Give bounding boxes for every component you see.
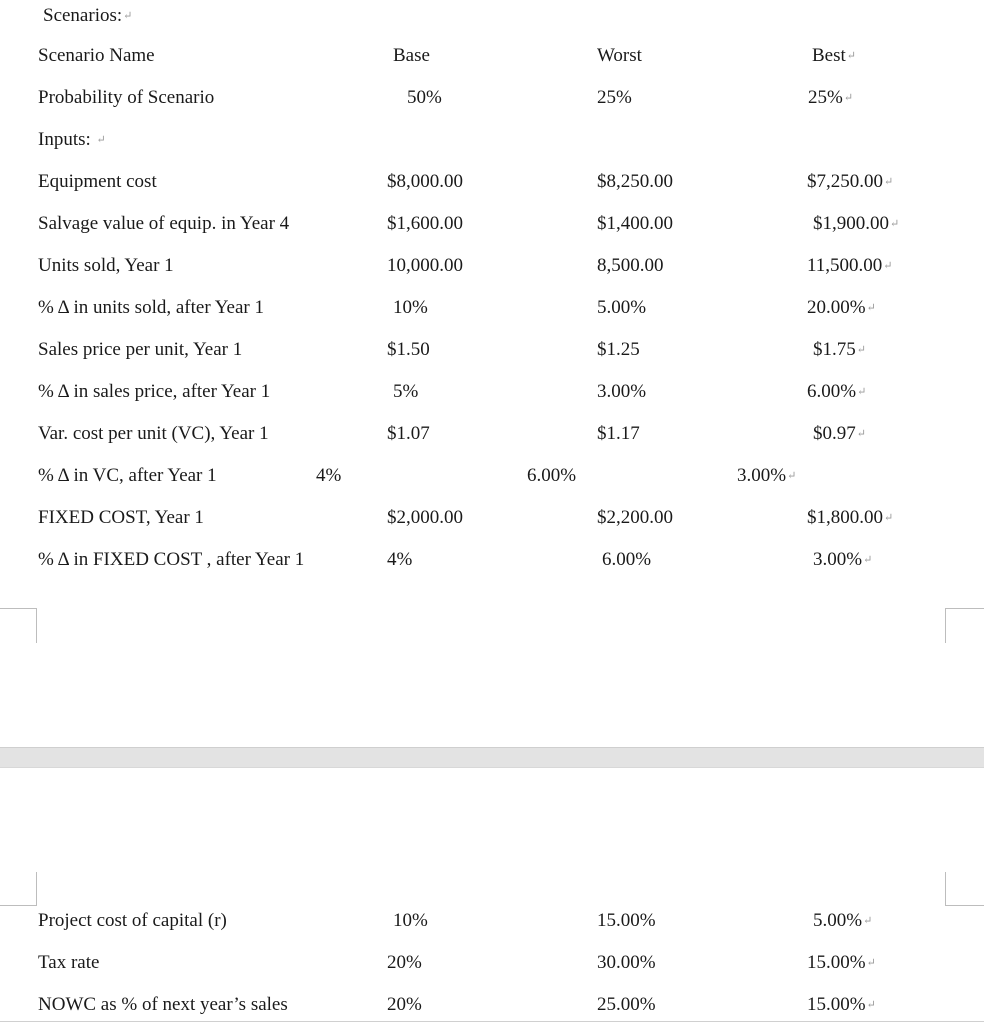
- paragraph-mark-icon: ↵: [857, 386, 867, 398]
- row-label: % Δ in VC, after Year 1: [38, 465, 217, 486]
- row-base: $8,000.00: [387, 171, 463, 192]
- row-worst: $1.17: [597, 423, 640, 444]
- row-worst: 6.00%: [602, 549, 652, 570]
- probability-best: 25%↵: [808, 87, 854, 108]
- row-best: $0.97↵: [813, 423, 866, 444]
- row-base: $1.07: [387, 423, 430, 444]
- header-worst: Worst: [597, 45, 642, 66]
- paragraph-mark-icon: ↵: [866, 957, 876, 969]
- row-best: 15.00%↵: [807, 952, 876, 973]
- row-base: 5%: [393, 381, 419, 402]
- scenarios-heading: Scenarios:↵: [43, 5, 133, 26]
- page-corner-mark: [0, 608, 37, 643]
- row-label: Units sold, Year 1: [38, 255, 174, 276]
- row-best: $1.75↵: [813, 339, 866, 360]
- header-base: Base: [393, 45, 430, 66]
- paragraph-mark-icon: ↵: [863, 915, 873, 927]
- paragraph-mark-icon: ↵: [856, 344, 866, 356]
- row-label: Sales price per unit, Year 1: [38, 339, 243, 360]
- row-best: 11,500.00↵: [807, 255, 893, 276]
- row-label: NOWC as % of next year’s sales: [38, 994, 288, 1015]
- row-worst: 5.00%: [597, 297, 647, 318]
- row-label: % Δ in units sold, after Year 1: [38, 297, 264, 318]
- row-best: $1,800.00↵: [807, 507, 894, 528]
- paragraph-mark-icon: ↵: [843, 92, 854, 104]
- paragraph-mark-icon: ↵: [96, 134, 106, 146]
- row-best: $1,900.00↵: [813, 213, 900, 234]
- row-worst: 25.00%: [597, 994, 656, 1015]
- row-best: 15.00%↵: [807, 994, 876, 1015]
- paragraph-mark-icon: ↵: [866, 999, 876, 1011]
- row-worst: 30.00%: [597, 952, 656, 973]
- row-label: % Δ in FIXED COST , after Year 1: [38, 549, 305, 570]
- probability-base: 50%: [407, 87, 442, 108]
- row-base: $2,000.00: [387, 507, 463, 528]
- row-best: 3.00%↵: [813, 549, 873, 570]
- row-worst: 8,500.00: [597, 255, 664, 276]
- row-base: 10%: [393, 297, 428, 318]
- paragraph-mark-icon: ↵: [890, 218, 900, 230]
- row-base: $1.50: [387, 339, 430, 360]
- row-base: 4%: [387, 549, 413, 570]
- paragraph-mark-icon: ↵: [856, 428, 866, 440]
- row-worst: $2,200.00: [597, 507, 673, 528]
- row-worst: 15.00%: [597, 910, 656, 931]
- row-label: Salvage value of equip. in Year 4: [38, 213, 290, 234]
- row-worst: $8,250.00: [597, 171, 673, 192]
- row-label: Tax rate: [38, 952, 100, 973]
- paragraph-mark-icon: ↵: [123, 10, 133, 22]
- row-worst: 6.00%: [527, 465, 577, 486]
- row-base: 20%: [387, 994, 422, 1015]
- probability-label: Probability of Scenario: [38, 87, 215, 108]
- row-base: 10,000.00: [387, 255, 463, 276]
- paragraph-mark-icon: ↵: [883, 260, 893, 272]
- paragraph-mark-icon: ↵: [884, 176, 894, 188]
- row-label: Equipment cost: [38, 171, 157, 192]
- row-worst: $1,400.00: [597, 213, 673, 234]
- row-label: Project cost of capital (r): [38, 910, 227, 931]
- row-best: 3.00%↵: [737, 465, 797, 486]
- row-best: 6.00%↵: [807, 381, 867, 402]
- row-best: $7,250.00↵: [807, 171, 894, 192]
- page-corner-mark: [945, 608, 984, 643]
- row-base: 4%: [316, 465, 342, 486]
- page-corner-mark: [945, 872, 984, 906]
- paragraph-mark-icon: ↵: [846, 50, 856, 62]
- row-base: 10%: [393, 910, 428, 931]
- row-best: 20.00%↵: [807, 297, 876, 318]
- paragraph-mark-icon: ↵: [866, 302, 876, 314]
- row-worst: $1.25: [597, 339, 640, 360]
- paragraph-mark-icon: ↵: [863, 554, 873, 566]
- row-base: $1,600.00: [387, 213, 463, 234]
- row-best: 5.00%↵: [813, 910, 873, 931]
- paragraph-mark-icon: ↵: [787, 470, 797, 482]
- row-label: FIXED COST, Year 1: [38, 507, 204, 528]
- header-best: Best↵: [812, 45, 856, 66]
- row-worst: 3.00%: [597, 381, 647, 402]
- row-base: 20%: [387, 952, 422, 973]
- page-corner-mark: [0, 872, 37, 906]
- paragraph-mark-icon: ↵: [884, 512, 894, 524]
- header-label: Scenario Name: [38, 45, 155, 66]
- page-break-gap: [0, 747, 984, 768]
- row-label: Var. cost per unit (VC), Year 1: [38, 423, 269, 444]
- divider: [0, 1021, 984, 1022]
- inputs-label: Inputs: ↵: [38, 129, 106, 150]
- row-label: % Δ in sales price, after Year 1: [38, 381, 271, 402]
- probability-worst: 25%: [597, 87, 632, 108]
